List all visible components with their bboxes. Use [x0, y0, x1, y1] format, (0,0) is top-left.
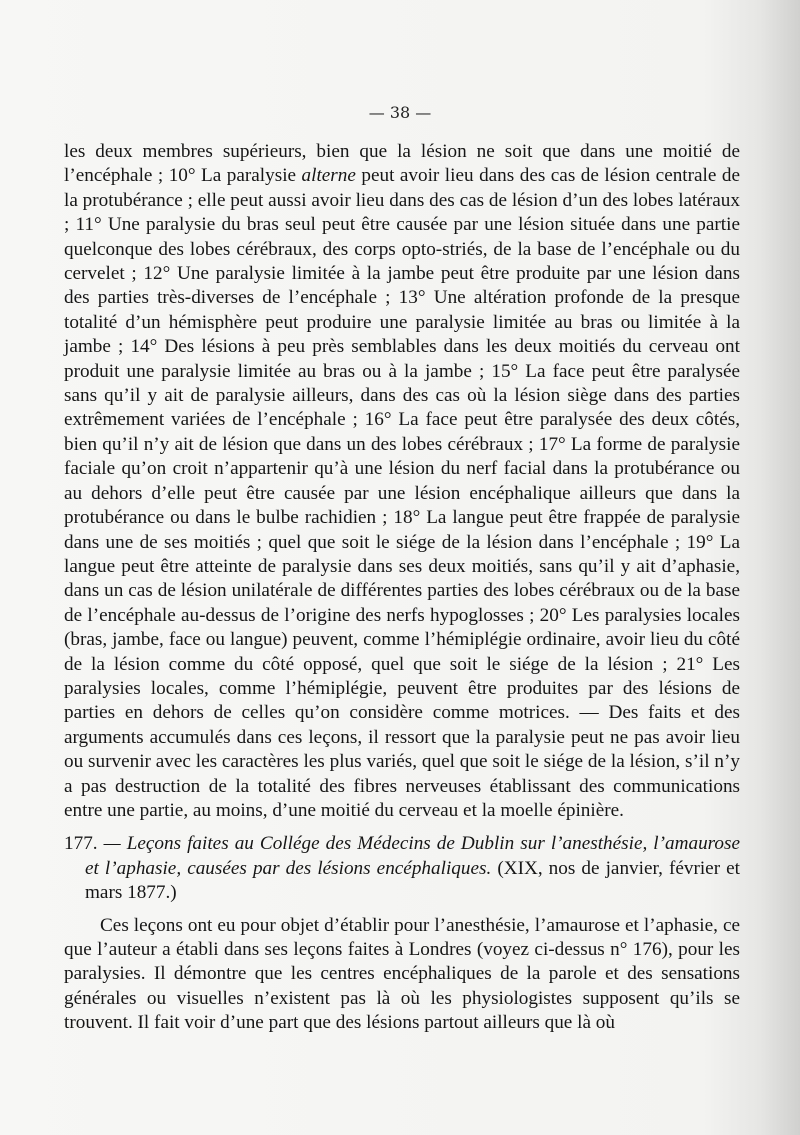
reference-number: 177. — [64, 833, 98, 855]
reference-title: — Leçons faites au Collége des Médecins de Dublin sur l’anesthésie, l’amaurose et l’aphasie, causées par des lésions encéphaliques. — [85, 833, 740, 879]
reference-entry-177 — [64, 832, 740, 905]
paragraph-paralysis-conclusions — [64, 140, 740, 823]
reference-details: (XIX, nos de janvier, février et mars 1877.) — [85, 857, 741, 904]
page-number: — 38 — — [368, 103, 432, 122]
italic-alterne: alterne — [301, 165, 356, 187]
paragraph-text-part2: peut avoir lieu dans des cas de lésion centrale de la protubérance ; elle peut aussi avoir lieu dans des cas de lésion d’un des lobes latéraux ; 11° Une paralysie du bras seul peut être causée par une lésion située dans une partie quelconque des lobes cérébraux, des corps opto-striés, de la base de l’encéphale ou du cervelet ; 12° Une paralysie limitée à la jambe peut être produite par une lésion dans des parties très-diverses de l’encéphale ; 13° Une altération profonde de la presque totalité d’un hémisphère peut produire une paralysie limitée au bras ou limitée à la jambe ; 14° Des lésions à peu près semblables dans les deux moitiés du cerveau ont produit une paralysie limitée au bras ou à la jambe ; 15° La face peut être paralysée sans qu’il y ait de paralysie ailleurs, dans des cas où la lésion siège dans des parties extrêmement variées de l’encéphale ; 16° La face peut être paralysée des deux côtés, bien qu’il n’y ait de lésion que dans un des lobes cérébraux ; 17° La forme de paralysie faciale qu’on croit n’appartenir qu’à une lésion du nerf facial dans la protubérance ou au dehors d’elle peut être causée par une lésion encéphalique ailleurs que dans la protubérance ou dans le bulbe rachidien ; 18° La langue peut être frappée de paralysie dans une de ses moitiés ; quel que soit le siége de la lésion dans l’encéphale ; 19° La langue peut être atteinte de paralysie dans ses deux moitiés, sans qu’il y ait d’aphasie, dans un cas de lésion unilatérale de différentes parties des lobes cérébraux ou de la base de l’encéphale au-dessus de l’origine des nerfs hypoglosses ; 20° Les paralysies locales (bras, jambe, face ou langue) peuvent, comme l’hémiplégie ordinaire, avoir lieu du côté de la lésion comme du côté opposé, quel que soit le siége de la lésion ; 21° Les paralysies locales, comme l’hémiplégie, peuvent être produites par des lésions de parties en dehors de celles qu’on considère comme motrices. — Des faits et des arguments accumulés dans ces leçons, il ressort que la paralysie peut ne pas avoir lieu ou survenir avec les caractères les plus variés, quel que soit le siége de la lésion, s’il n’y a pas destruction de la totalité des fibres nerveuses établissant des communications entre une partie, au moins, d’une moitié du cerveau et la moelle épinière. — [64, 165, 740, 821]
paragraph-text-part1: les deux membres supérieurs, bien que la lésion ne soit que dans une moitié de l’encéphale ; 10° La paralysie — [64, 141, 740, 187]
page-body — [64, 140, 740, 1036]
paragraph-lessons-summary: Ces leçons ont eu pour objet d’établir pour l’anesthésie, l’amaurose et l’aphasie, ce que l’auteur a établi dans ses leçons faites à Londres (voyez ci-dessus n° 176), pour les paralysies. Il démontre que les centres encéphaliques de la parole et des sensations générales ou visuelles n’existent pas là où les physiologistes supposent qu’ils se trouvent. Il fait voir d’une part que des lésions partout ailleurs que là où — [64, 914, 740, 1034]
